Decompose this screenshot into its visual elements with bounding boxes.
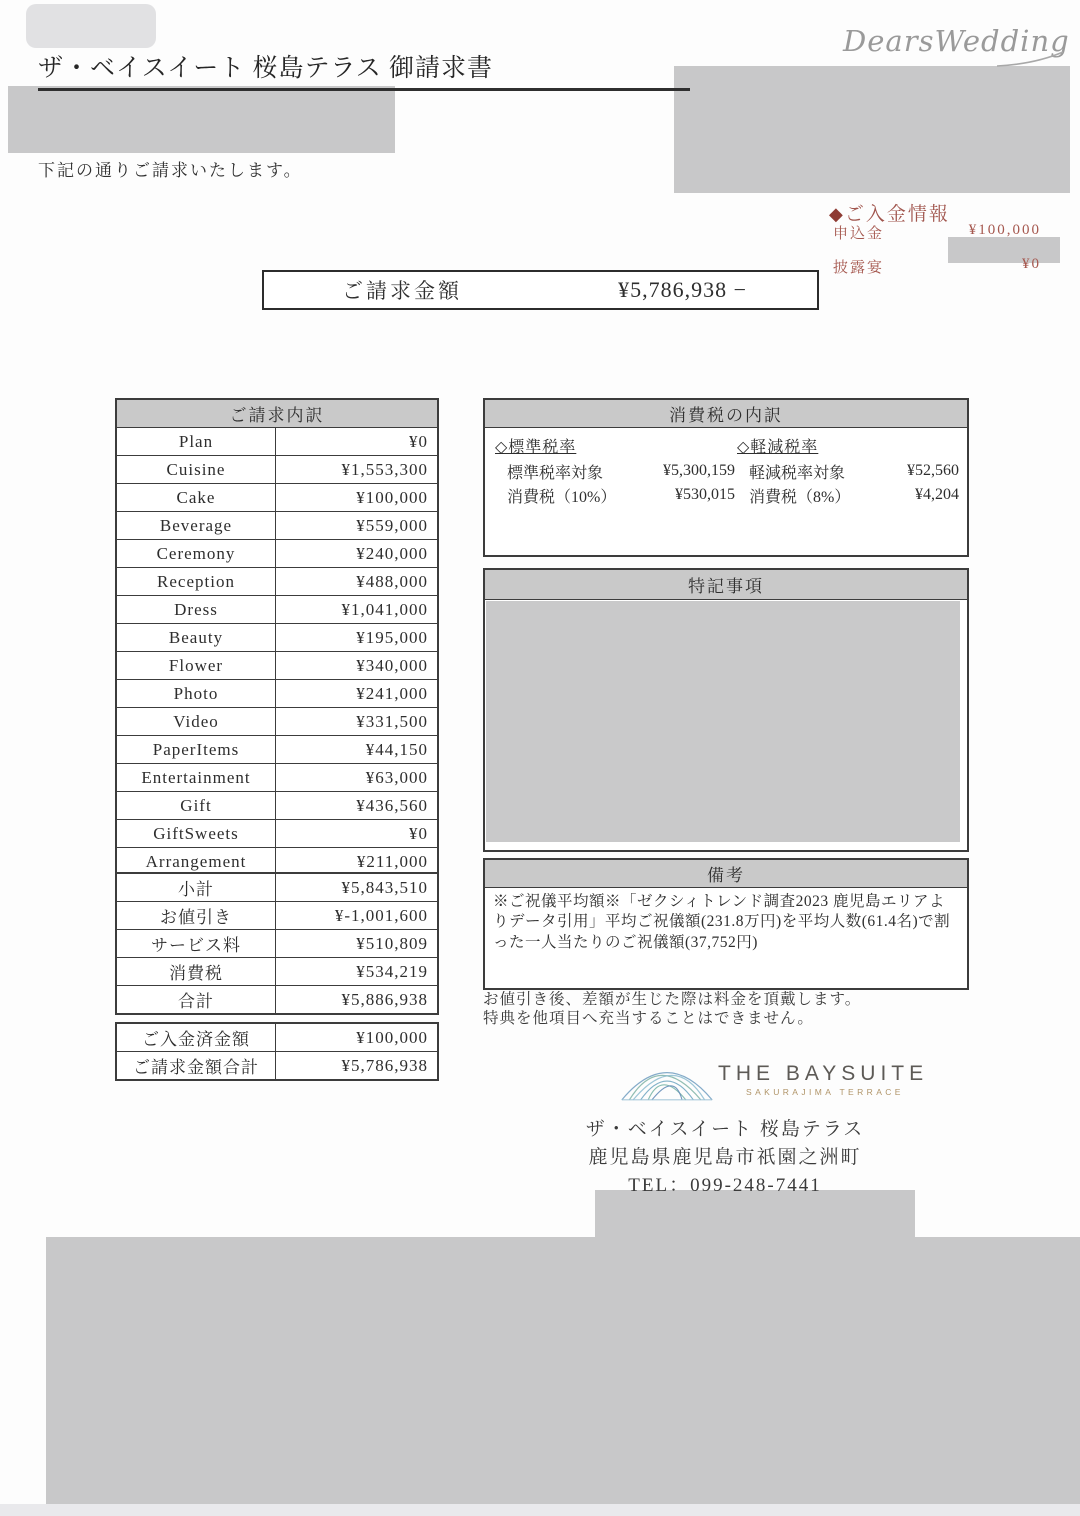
intro-text: 下記の通りご請求いたします。 bbox=[38, 161, 303, 180]
photo-artifact bbox=[26, 4, 156, 48]
table-row bbox=[117, 735, 437, 763]
row-value: ¥1,041,000 bbox=[341, 599, 428, 619]
redaction-footer-large bbox=[46, 1237, 1080, 1505]
venue-tel: TEL：099-248-7441 bbox=[628, 1175, 822, 1196]
table-row bbox=[117, 901, 437, 929]
row-label: Video bbox=[117, 708, 276, 735]
row-value: ¥340,000 bbox=[356, 655, 428, 675]
payment-info-rows bbox=[833, 222, 1041, 290]
venue-address-block bbox=[555, 1116, 895, 1200]
row-value: ¥44,150 bbox=[365, 739, 428, 759]
payment-info-title: ご入金情報 bbox=[844, 204, 950, 225]
row-label: Plan bbox=[117, 428, 276, 455]
row-label: Arrangement bbox=[117, 848, 276, 875]
standard-tax-title: ◇標準税率 bbox=[495, 439, 577, 456]
row-value: ¥100,000 bbox=[356, 1027, 428, 1047]
table-row bbox=[117, 847, 437, 875]
page-title: ザ・ベイスイート 桜島テラス 御請求書 bbox=[38, 48, 690, 91]
table-row bbox=[117, 957, 437, 985]
invoice-total-amount: ¥5,786,938 − bbox=[618, 277, 747, 302]
footnote-line: お値引き後、差額が生じた際は料金を頂戴します。 bbox=[483, 991, 862, 1008]
footnotes bbox=[483, 990, 978, 1028]
tax-row-value: ¥530,015 bbox=[675, 486, 735, 503]
special-notes-box bbox=[483, 568, 969, 852]
table-row bbox=[117, 651, 437, 679]
table-row bbox=[117, 595, 437, 623]
breakdown-table bbox=[115, 398, 439, 877]
remarks-text: ※ご祝儀平均額※「ゼクシィトレンド調査2023 鹿児島エリアよりデータ引用」平均ご祝儀額(231.8万円)を平均人数(61.4名)で割った一人当たりのご祝儀額(37,752円) bbox=[493, 893, 951, 951]
row-value: ¥5,886,938 bbox=[341, 989, 428, 1009]
table-row bbox=[117, 763, 437, 791]
row-value: ¥436,560 bbox=[356, 795, 428, 815]
row-value: ¥240,000 bbox=[356, 543, 428, 563]
reduced-tax-title: ◇軽減税率 bbox=[737, 439, 819, 456]
baysuite-logo-subtext: SAKURAJIMA TERRACE bbox=[746, 1087, 904, 1097]
redaction-client-info bbox=[8, 86, 395, 153]
row-label: サービス料 bbox=[117, 930, 276, 957]
row-value: ¥5,786,938 bbox=[341, 1055, 428, 1075]
tax-box-header: 消費税の内訳 bbox=[485, 400, 967, 428]
standard-tax-column bbox=[495, 434, 735, 507]
row-value: ¥-1,001,600 bbox=[334, 905, 428, 925]
row-label: Dress bbox=[117, 596, 276, 623]
row-value: ¥0 bbox=[409, 431, 428, 451]
table-row bbox=[117, 819, 437, 847]
standard-tax-rows bbox=[495, 459, 735, 507]
row-value: ¥195,000 bbox=[356, 627, 428, 647]
table-row bbox=[117, 511, 437, 539]
row-value: ¥534,219 bbox=[356, 961, 428, 981]
table-row bbox=[117, 679, 437, 707]
venue-name: ザ・ベイスイート 桜島テラス bbox=[585, 1119, 865, 1140]
tax-row-label: 消費税（10%） bbox=[507, 488, 617, 506]
row-label: お値引き bbox=[117, 902, 276, 929]
row-value: ¥100,000 bbox=[356, 487, 428, 507]
row-value: ¥559,000 bbox=[356, 515, 428, 535]
table-row bbox=[117, 791, 437, 819]
table-row bbox=[117, 455, 437, 483]
footnote-line: 特典を他項目へ充当することはできません。 bbox=[483, 1010, 814, 1027]
table-row bbox=[117, 428, 437, 455]
invoice-total-label: ご請求金額 bbox=[342, 279, 462, 303]
tax-row-label: 消費税（8%） bbox=[749, 488, 851, 506]
payment-row bbox=[833, 256, 1041, 290]
table-row bbox=[117, 567, 437, 595]
table-row bbox=[117, 483, 437, 511]
payment-row bbox=[833, 222, 1041, 256]
remarks-box bbox=[483, 858, 969, 990]
reduced-tax-column bbox=[737, 434, 959, 507]
row-label: ご請求金額合計 bbox=[117, 1052, 276, 1079]
row-value: ¥331,500 bbox=[356, 711, 428, 731]
row-value: ¥510,809 bbox=[356, 933, 428, 953]
payment-row-value: ¥0 bbox=[1022, 256, 1041, 272]
row-label: Beverage bbox=[117, 512, 276, 539]
payment-row-label: 披露宴 bbox=[833, 260, 885, 276]
row-label: GiftSweets bbox=[117, 820, 276, 847]
table-row bbox=[117, 707, 437, 735]
row-value: ¥0 bbox=[409, 823, 428, 843]
row-value: ¥5,843,510 bbox=[341, 877, 428, 897]
tax-row-value: ¥5,300,159 bbox=[663, 462, 735, 479]
dears-wedding-logo-text: DearsWedding bbox=[843, 24, 1070, 58]
row-label: ご入金済金額 bbox=[117, 1024, 276, 1051]
row-label: Flower bbox=[117, 652, 276, 679]
row-label: Ceremony bbox=[117, 540, 276, 567]
tax-row bbox=[495, 459, 735, 483]
row-label: Reception bbox=[117, 568, 276, 595]
baysuite-logo-text: THE BAYSUITE bbox=[718, 1062, 929, 1085]
table-row bbox=[117, 623, 437, 651]
table-row bbox=[117, 929, 437, 957]
row-label: PaperItems bbox=[117, 736, 276, 763]
row-value: ¥63,000 bbox=[365, 767, 428, 787]
breakdown-table-body bbox=[117, 428, 437, 875]
row-label: Cuisine bbox=[117, 456, 276, 483]
logo-swoosh-icon bbox=[995, 50, 1065, 70]
row-value: ¥241,000 bbox=[356, 683, 428, 703]
table-row bbox=[117, 1051, 437, 1079]
row-label: 合計 bbox=[117, 986, 276, 1013]
diamond-icon: ◆ bbox=[829, 204, 845, 224]
row-label: Beauty bbox=[117, 624, 276, 651]
invoice-total-box bbox=[262, 270, 819, 310]
tax-row bbox=[737, 459, 959, 483]
row-label: 消費税 bbox=[117, 958, 276, 985]
row-label: Cake bbox=[117, 484, 276, 511]
row-label: Photo bbox=[117, 680, 276, 707]
baysuite-mountain-icon bbox=[620, 1058, 714, 1106]
payment-row-value: ¥100,000 bbox=[968, 222, 1041, 238]
special-notes-header: 特記事項 bbox=[485, 570, 967, 600]
redaction-event-info bbox=[674, 66, 1070, 193]
row-value: ¥211,000 bbox=[356, 851, 428, 871]
row-label: 小計 bbox=[117, 874, 276, 901]
venue-address: 鹿児島県鹿児島市祇園之洲町 bbox=[588, 1147, 862, 1168]
reduced-tax-rows bbox=[737, 459, 959, 507]
table-row bbox=[117, 874, 437, 901]
tax-row bbox=[737, 483, 959, 507]
breakdown-table-header: ご請求内訳 bbox=[117, 400, 437, 428]
summary-table bbox=[115, 872, 439, 1015]
tax-row-value: ¥52,560 bbox=[907, 462, 959, 479]
redaction-special-notes bbox=[486, 601, 960, 842]
paid-amount-table bbox=[115, 1022, 439, 1081]
tax-breakdown-box bbox=[483, 398, 969, 557]
table-row bbox=[117, 985, 437, 1013]
table-row bbox=[117, 1024, 437, 1051]
tax-row-label: 標準税率対象 bbox=[507, 464, 604, 482]
row-label: Gift bbox=[117, 792, 276, 819]
row-label: Entertainment bbox=[117, 764, 276, 791]
tax-row-value: ¥4,204 bbox=[915, 486, 959, 503]
table-row bbox=[117, 539, 437, 567]
summary-table-body bbox=[117, 874, 437, 1013]
remarks-header: 備考 bbox=[485, 860, 967, 888]
photo-edge bbox=[0, 1504, 1080, 1516]
paid-table-body bbox=[117, 1024, 437, 1079]
payment-row-label: 申込金 bbox=[833, 226, 885, 242]
row-value: ¥488,000 bbox=[356, 571, 428, 591]
dears-wedding-logo bbox=[843, 24, 1070, 68]
row-value: ¥1,553,300 bbox=[341, 459, 428, 479]
tax-row-label: 軽減税率対象 bbox=[749, 464, 846, 482]
tax-row bbox=[495, 483, 735, 507]
